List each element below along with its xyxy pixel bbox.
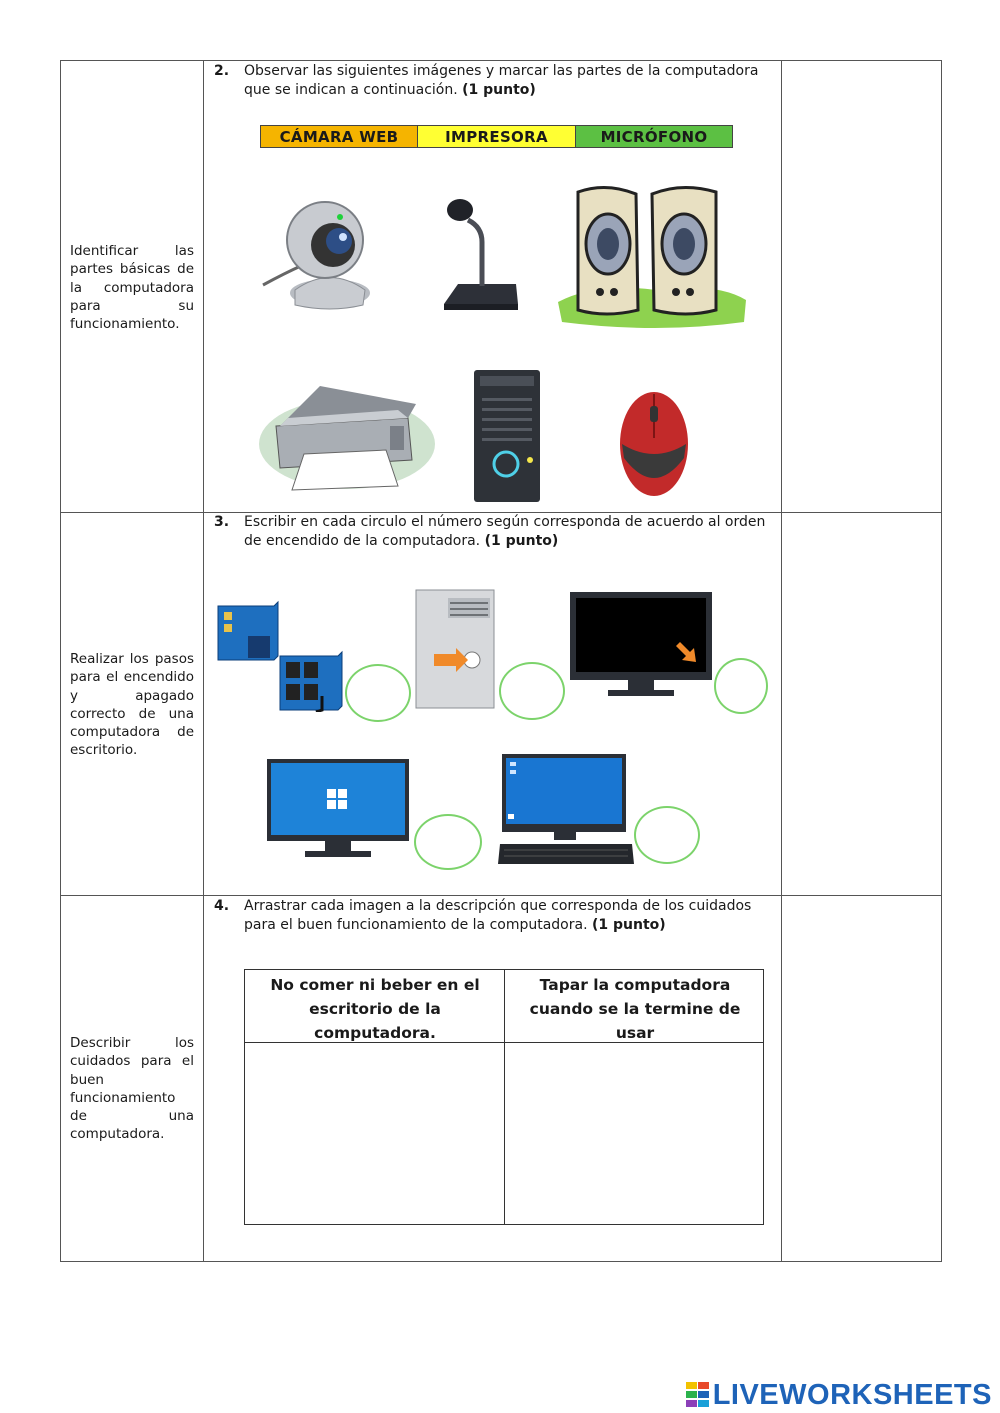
row-divider-2 (60, 895, 942, 896)
label-camara-web[interactable]: CÁMARA WEB (260, 125, 418, 148)
points-label: (1 punto) (592, 916, 666, 933)
printer-image[interactable] (258, 382, 436, 494)
cpu-power-image (414, 588, 498, 710)
monitor-off-image (568, 590, 714, 702)
label-microfono[interactable]: MICRÓFONO (575, 125, 733, 148)
order-circle-5[interactable] (634, 806, 700, 864)
instruction-text: Escribir en cada circulo el número según corresponda de acuerdo al orden de encendido de la computadora. (244, 514, 766, 549)
column-header-no-comer: No comer ni beber en el escritorio de la computadora. (270, 976, 480, 1042)
points-label: (1 punto) (484, 532, 559, 549)
label-impresora[interactable]: IMPRESORA (417, 125, 576, 148)
table-border-left (60, 60, 61, 1262)
desktop-computer-image (496, 752, 636, 866)
mouse-image[interactable] (618, 388, 690, 498)
speakers-image[interactable] (556, 182, 750, 330)
question-2-instruction (244, 62, 774, 99)
question-4-instruction (244, 897, 774, 934)
microphone-image[interactable] (438, 192, 524, 316)
power-outlet-image (214, 600, 346, 712)
logo-text: LIVEWORKSHEETS (712, 1378, 992, 1411)
liveworksheets-logo-icon (686, 1382, 710, 1408)
question-number-4: 4. (214, 898, 230, 914)
webcam-image[interactable] (255, 195, 370, 313)
instruction-text: Arrastrar cada imagen a la descripción que corresponda de los cuidados para el buen funcionamiento de la computadora. (244, 898, 752, 933)
question-number-2: 2. (214, 63, 230, 79)
liveworksheets-logo (686, 1378, 992, 1412)
table-border-bottom (60, 1261, 942, 1262)
column-divider-2 (781, 60, 782, 1262)
order-circle-3[interactable] (714, 658, 768, 714)
care-drop-table (244, 969, 764, 1225)
question-3-instruction (244, 513, 774, 550)
drop-zone-right[interactable] (505, 1043, 763, 1224)
table-border-right (941, 60, 942, 1262)
table-border-top (60, 60, 942, 61)
objective-text-3: Describir los cuidados para el buen funcionamiento de una computadora. (70, 1035, 194, 1143)
order-circle-2[interactable] (499, 662, 565, 720)
computer-tower-image[interactable] (472, 368, 542, 504)
points-label: (1 punto) (462, 81, 536, 98)
instruction-text: Observar las siguientes imágenes y marcar las partes de la computadora que se indican a continuación. (244, 63, 759, 98)
drop-zone-left[interactable] (245, 1043, 504, 1224)
column-header-tapar: Tapar la computadora cuando se la termine de usar (529, 976, 741, 1042)
order-circle-4[interactable] (414, 814, 482, 870)
question-number-3: 3. (214, 514, 230, 530)
objective-text-1: Identificar las partes básicas de la computadora para su funcionamiento. (70, 243, 194, 333)
column-divider-1 (203, 60, 204, 1262)
objective-text-2: Realizar los pasos para el encendido y apagado correcto de una computadora de escritorio. (70, 651, 194, 759)
monitor-windows-image (265, 757, 411, 863)
order-circle-1[interactable] (345, 664, 411, 722)
